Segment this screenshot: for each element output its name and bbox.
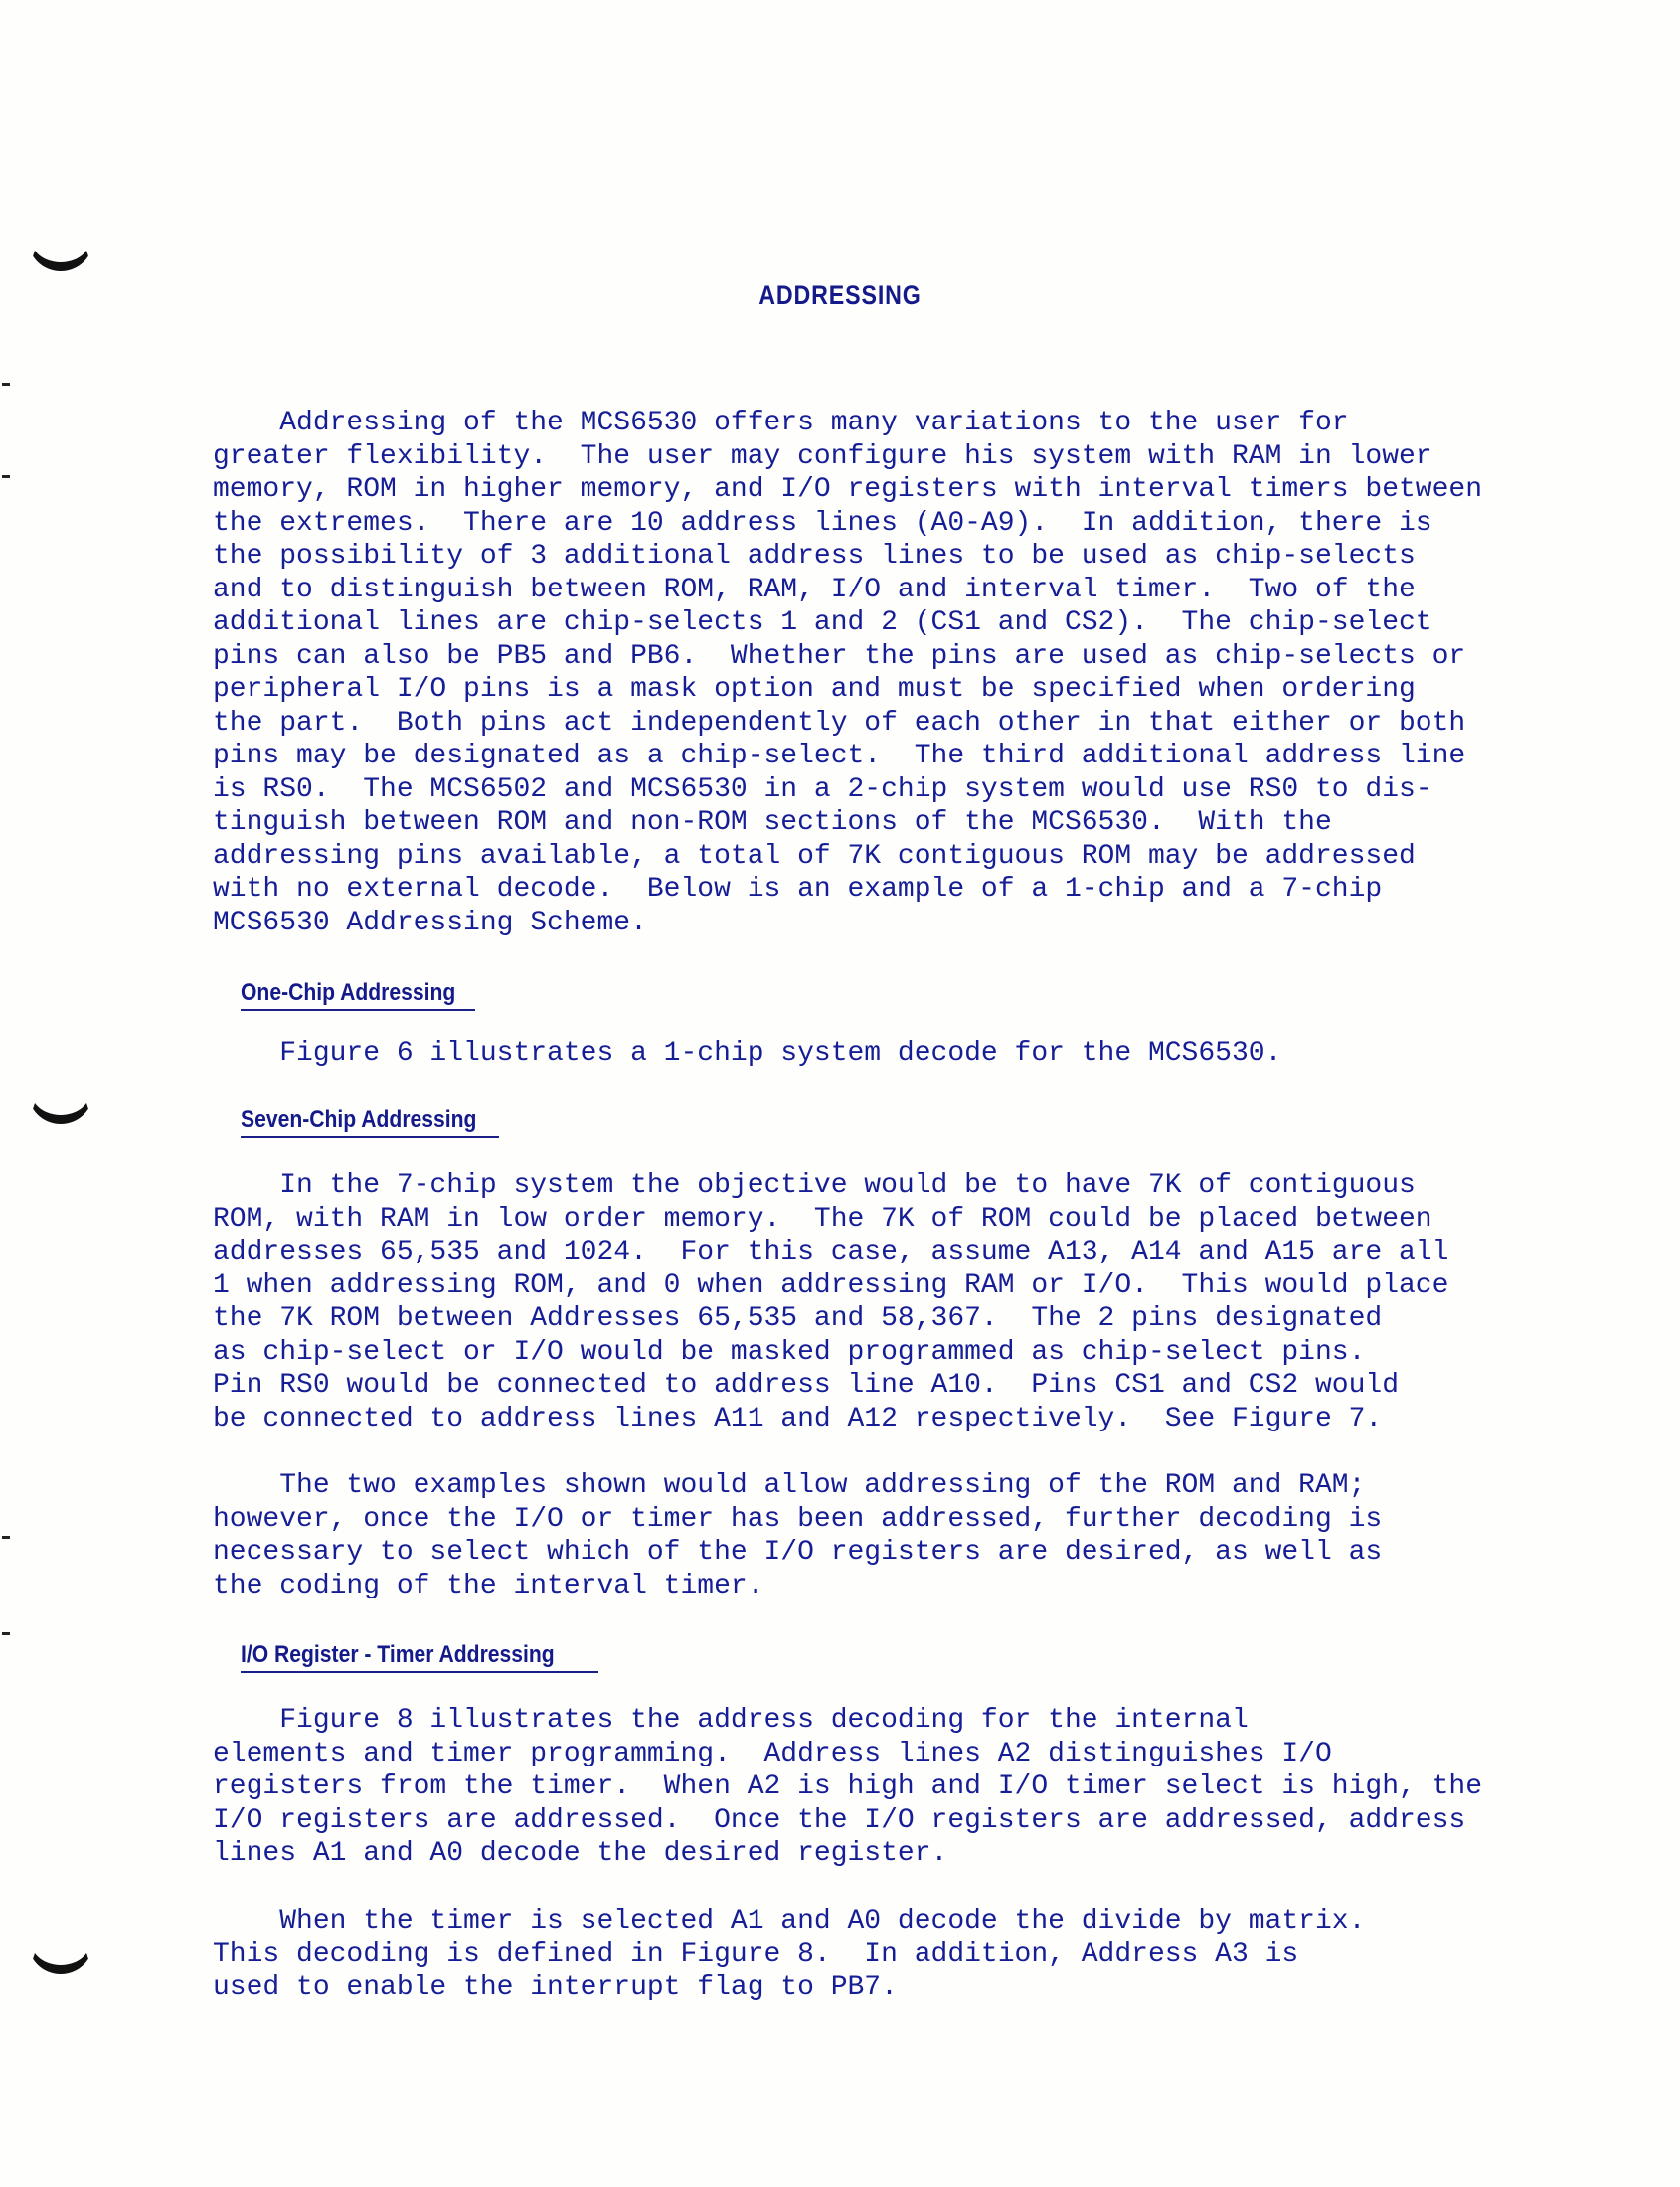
examples-paragraph: The two examples shown would allow addressing of the ROM and RAM; however, once the I/O or timer has been addressed, further decoding is necessary to select which of the I/O registers are desired, as well as the coding of the interval timer. bbox=[213, 1470, 1383, 1601]
binder-hole-middle bbox=[28, 1074, 93, 1124]
section-heading-one-chip: One-Chip Addressing bbox=[241, 979, 456, 1006]
page-edge-mark bbox=[2, 475, 10, 478]
seven-chip-paragraph: In the 7-chip system the objective would be to have 7K of contiguous ROM, with RAM in low order memory. The 7K of ROM could be placed between addresses 65,535 and 1024. For this case, assume A13, A14 and A15 are all 1 when addressing ROM, and 0 when addressing RAM or I/O. This would place the 7K ROM between Addresses 65,535 and 58,367. The 2 pins designated as chip-select or I/O would be masked programmed as chip-select pins. Pin RS0 would be connected to address line A10. Pins CS1 and CS2 would be connected to address lines A11 and A12 respectively. See Figure 7. bbox=[213, 1170, 1449, 1434]
binder-hole-top bbox=[28, 221, 93, 271]
page-title: ADDRESSING bbox=[758, 280, 922, 310]
timer-decode-paragraph: When the timer is selected A1 and A0 decode the divide by matrix. This decoding is defined in Figure 8. In addition, Address A3 is used to enable the interrupt flag to PB7. bbox=[213, 1906, 1366, 2003]
heading-underline bbox=[241, 1136, 499, 1138]
heading-underline bbox=[241, 1671, 598, 1673]
section-heading-io-timer: I/O Register - Timer Addressing bbox=[241, 1641, 555, 1668]
intro-paragraph: Addressing of the MCS6530 offers many variations to the user for greater flexibility. The user may configure his system with RAM in lower memory, ROM in higher memory, and I/O registers with interval timers between the extremes. There are 10 address lines (A0-A9). In addition, there is the possibility of 3 additional address lines to be used as chip-selects and to distinguish between ROM, RAM, I/O and interval timer. Two of the additional lines are chip-selects 1 and 2 (CS1 and CS2). The chip-select pins can also be PB5 and PB6. Whether the pins are used as chip-selects or peripheral I/O pins is a mask option and must be specified when ordering the part. Both pins act independently of each other in that either or both pins may be designated as a chip-select. The third additional address line is RS0. The MCS6502 and MCS6530 in a 2-chip system would use RS0 to dis- tinguish between ROM and non-ROM sections of the MCS6530. With the addressing pins available, a total of 7K contiguous ROM may be addressed with no external decode. Below is an example of a 1-chip and a 7-chip MCS6530 Addressing Scheme. bbox=[213, 408, 1483, 938]
page-edge-mark bbox=[2, 1632, 10, 1635]
binder-hole-bottom bbox=[28, 1924, 93, 1974]
section-heading-seven-chip: Seven-Chip Addressing bbox=[241, 1106, 477, 1133]
io-timer-paragraph: Figure 8 illustrates the address decoding for the internal elements and timer programming. Address lines A2 distinguishes I/O registers from the timer. When A2 is high and I/O timer select is high, the I/O registers are addressed. Once the I/O registers are addressed, address lines A1 and A0 decode the desired register. bbox=[213, 1705, 1483, 1869]
page-edge-mark bbox=[2, 1536, 10, 1539]
page-edge-mark bbox=[2, 383, 10, 386]
heading-underline bbox=[241, 1009, 475, 1011]
one-chip-paragraph: Figure 6 illustrates a 1-chip system decode for the MCS6530. bbox=[213, 1038, 1282, 1069]
